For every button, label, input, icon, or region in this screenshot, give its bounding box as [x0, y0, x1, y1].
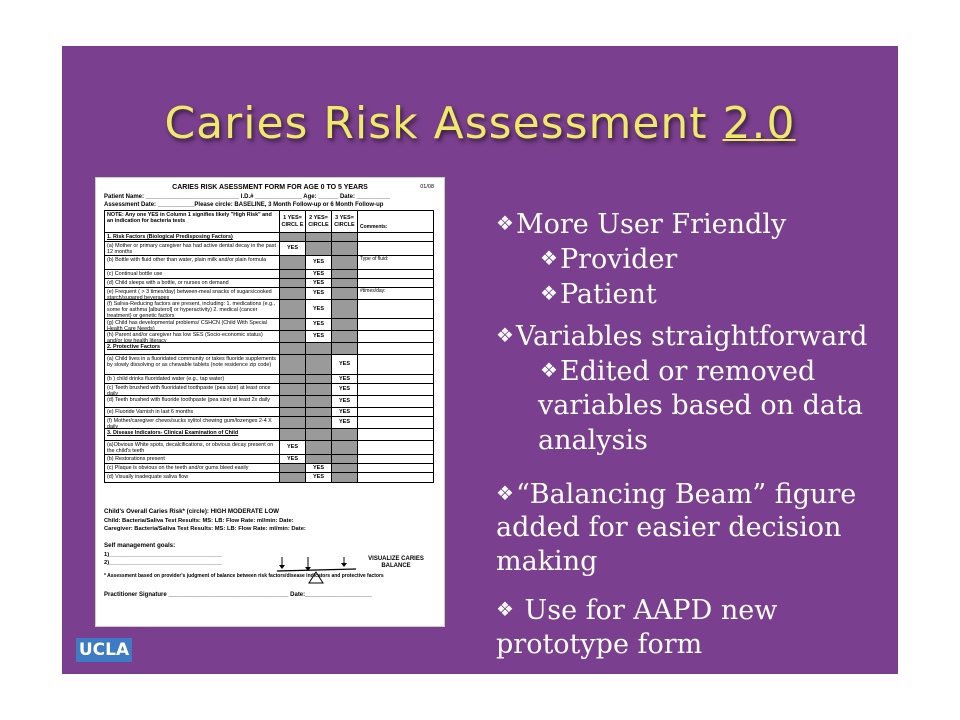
form-row — [105, 256, 433, 270]
form-cell-comment — [358, 233, 433, 241]
form-cell-col1 — [280, 300, 306, 318]
form-cell-col1 — [280, 384, 306, 395]
bullet-item — [496, 592, 777, 628]
form-cell-col1 — [280, 408, 306, 416]
form-cell-comment — [358, 355, 433, 374]
form-cell-col3 — [332, 288, 358, 299]
bullet-item — [538, 388, 863, 423]
form-section-heading: 2. Protective Factors — [105, 343, 280, 354]
form-row — [105, 408, 433, 417]
form-row-label: (f) Mother/caregiver chews/sucks xylitol chewing gum/lozenges 2-4 X daily — [105, 417, 280, 428]
form-cell-col1: YES — [280, 441, 306, 454]
form-cell-col3: YES — [332, 355, 358, 374]
diamond-bullet-icon: ❖ — [540, 246, 558, 270]
bullet-text: added for easier decision — [496, 512, 842, 543]
form-cell-col2 — [306, 396, 332, 407]
form-cell-col2: YES — [306, 279, 332, 287]
form-cell-col2: YES — [306, 464, 332, 472]
bullet-item — [496, 318, 867, 354]
bullet-item — [496, 206, 786, 242]
diamond-bullet-icon: ❖ — [496, 481, 514, 505]
form-row-label: (c) Teeth brushed with fluoridated toothpaste (pea size) at least once daily — [105, 384, 280, 395]
form-row — [105, 300, 433, 319]
form-cell-col2 — [306, 455, 332, 463]
form-goal-1: 1)___________________________________ — [104, 552, 222, 558]
form-row-label: (d) Visually inadequate saliva flow — [105, 473, 280, 482]
form-row — [105, 441, 433, 455]
form-signature-line: Practitioner Signature ____________________________________ Date:____________________ — [104, 592, 372, 598]
form-row — [105, 331, 433, 343]
form-goals-label: Self management goals: — [104, 542, 176, 549]
form-cell-comment — [358, 242, 433, 255]
form-row-label: (c) Continual bottle use — [105, 270, 280, 278]
form-cell-col2 — [306, 355, 332, 374]
form-cell-col3 — [332, 331, 358, 342]
form-cell-col2 — [306, 417, 332, 428]
form-row-label: (h) Parent and/or caregiver has low SES (Socio-economic status) and/or low health literacy — [105, 331, 280, 342]
form-cell-col1 — [280, 331, 306, 342]
form-cell-comment — [358, 473, 433, 482]
form-row — [105, 455, 433, 464]
form-header-col1: 1 YES= CIRCL E — [280, 211, 306, 232]
form-cell-col2 — [306, 384, 332, 395]
form-row-label: (a)Obvious White spots, decalcifications, or obvious decay present on the child's teeth — [105, 441, 280, 454]
form-row-label: (e) Fluoride Varnish in last 6 months — [105, 408, 280, 416]
form-cell-comment — [358, 464, 433, 472]
diamond-bullet-icon: ❖ — [540, 358, 558, 382]
form-row-label: (d) Teeth brushed with fluoride toothpaste (pea size) at least 2x daily — [105, 396, 280, 407]
slide-title-version: 2.0 — [722, 98, 796, 149]
form-goal-2: 2)___________________________________ — [104, 560, 222, 566]
form-row — [105, 473, 433, 482]
form-row — [105, 270, 433, 279]
form-cell-col3 — [332, 464, 358, 472]
form-cell-col3: YES — [332, 417, 358, 428]
form-cell-col2 — [306, 441, 332, 454]
form-cell-col1: YES — [280, 242, 306, 255]
form-section-heading: 3. Disease Indicators- Clinical Examination of Child — [105, 429, 280, 440]
form-cell-col2: YES — [306, 473, 332, 482]
bullet-item — [496, 627, 702, 662]
form-section-row — [105, 233, 433, 242]
form-cell-comment — [358, 331, 433, 342]
bullet-text: Variables straightforward — [515, 321, 868, 352]
form-row-label: (b ) child drinks fluoridated water (e.g., tap water) — [105, 375, 280, 383]
form-row — [105, 319, 433, 331]
form-cell-col2: YES — [306, 270, 332, 278]
form-cell-col3: YES — [332, 375, 358, 383]
bullet-item — [540, 353, 815, 389]
form-cell-col3 — [332, 300, 358, 318]
form-child-tests: Child: Bacteria/Saliva Test Results: MS: LB: Flow Rate: ml/min: Date: — [104, 518, 294, 524]
form-cell-col1: YES — [280, 455, 306, 463]
bullet-text: analysis — [538, 425, 648, 456]
form-cell-col3 — [332, 279, 358, 287]
form-cell-comment — [358, 270, 433, 278]
form-title: CARIES RISK ASESSMENT FORM FOR AGE 0 TO 5 YEARS — [172, 184, 368, 191]
form-row — [105, 288, 433, 300]
form-cell-col1 — [280, 279, 306, 287]
form-cell-col2 — [306, 408, 332, 416]
form-cell-comment — [358, 279, 433, 287]
form-cell-col3 — [332, 455, 358, 463]
form-row-label: (e) Frequent ( > 3 times/day) between-meal snacks of sugars/cooked starch/sugared beverages — [105, 288, 280, 299]
form-patient-line: Patient Name: ____________________________ I.D.# ______________ Age: ______ Date: __________ — [104, 194, 391, 200]
form-header-col3: 3 YES= CIRCLE — [332, 211, 358, 232]
form-cell-comment — [358, 343, 433, 354]
diamond-bullet-icon: ❖ — [496, 211, 514, 235]
form-table — [104, 210, 434, 483]
form-row — [105, 279, 433, 288]
form-row-label: (a) Child lives in a fluoridated community or takes fluoride supplements by slowly dissolving or as chewable tablets (note residence zip code) — [105, 355, 280, 374]
diamond-bullet-icon: ❖ — [496, 597, 514, 621]
form-caregiver-tests: Caregiver: Bacteria/Saliva Test Results: MS: LB: Flow Rate: ml/min: Date: — [104, 526, 306, 532]
slide-title-main: Caries Risk Assessment — [164, 98, 723, 149]
form-row-label: (g) Child has developmental problems/ CSHCN (Child With Special Health Care Needs) — [105, 319, 280, 330]
form-cell-comment — [358, 319, 433, 330]
bullet-text: variables based on data — [538, 390, 863, 421]
form-row-label: (a) Mother or primary caregiver has had active dental decay in the past 12 months — [105, 242, 280, 255]
form-cell-col1 — [280, 343, 306, 354]
form-cell-comment — [358, 408, 433, 416]
form-row-label: (c) Plaque is obvious on the teeth and/or gums bleed easily — [105, 464, 280, 472]
bullet-item — [540, 276, 657, 312]
form-row — [105, 242, 433, 256]
form-cell-col1 — [280, 417, 306, 428]
form-row-label: (b) Restorations present — [105, 455, 280, 463]
form-cell-col2 — [306, 242, 332, 255]
form-cell-col3 — [332, 256, 358, 269]
form-assessment-line: Assessment Date: ___________Please circle: BASELINE, 3 Month Follow-up or 6 Month Follow-up — [104, 202, 384, 208]
form-row — [105, 355, 433, 375]
form-cell-comment — [358, 375, 433, 383]
form-row — [105, 375, 433, 384]
form-overall-risk: Child's Overall Caries Risk* (circle): HIGH MODERATE LOW — [104, 508, 279, 515]
form-cell-col1 — [280, 473, 306, 482]
form-cell-col1 — [280, 270, 306, 278]
bullet-item — [538, 423, 648, 458]
form-row-label: (f) Saliva-Reducing factors are present, including: 1. medications (e.g., some for asthma [albuterol] or hyperactivity) 2. medical (cancer treatment) or genetic factors — [105, 300, 280, 318]
form-cell-col1 — [280, 464, 306, 472]
form-cell-col1 — [280, 429, 306, 440]
form-cell-col3 — [332, 270, 358, 278]
form-cell-col1 — [280, 355, 306, 374]
diamond-bullet-icon: ❖ — [496, 323, 514, 347]
form-cell-comment: Type of fluid: — [360, 256, 389, 262]
ucla-logo: UCLA — [76, 638, 132, 662]
form-header-comments: Comments: — [360, 224, 388, 231]
form-cell-col3: YES — [332, 384, 358, 395]
bullet-text: Provider — [559, 244, 678, 275]
form-cell-comment — [358, 300, 433, 318]
form-row — [105, 384, 433, 396]
form-cell-col3 — [332, 233, 358, 241]
form-visualize-label: VISUALIZE CARIES BALANCE — [368, 556, 424, 569]
bullet-text: More User Friendly — [515, 209, 787, 240]
bullet-text: Patient — [559, 279, 657, 310]
form-cell-col3: YES — [332, 396, 358, 407]
form-cell-col2 — [306, 233, 332, 241]
bullet-item — [496, 544, 597, 579]
form-table-header — [105, 211, 433, 233]
form-cell-col3: YES — [332, 408, 358, 416]
form-cell-col3 — [332, 343, 358, 354]
form-row — [105, 464, 433, 473]
form-cell-col1 — [280, 319, 306, 330]
form-date-code: 01/08 — [420, 184, 434, 190]
form-cell-col1 — [280, 256, 306, 269]
form-header-col2: 2 YES= CIRCLE — [306, 211, 332, 232]
form-row-label: (b) Bottle with fluid other than water, plain milk and/or plain formula — [105, 256, 280, 269]
form-cell-comment — [358, 441, 433, 454]
form-cell-col1 — [280, 233, 306, 241]
form-cell-comment — [358, 429, 433, 440]
form-header-note: NOTE: Any one YES in Column 1 signifies likely "High Risk" and an indication for bacteria tests — [105, 211, 280, 232]
form-cell-col3 — [332, 429, 358, 440]
form-cell-col2 — [306, 375, 332, 383]
form-cell-col2 — [306, 343, 332, 354]
diamond-bullet-icon: ❖ — [540, 281, 558, 305]
form-cell-col2: YES — [306, 256, 332, 269]
form-section-heading: 1. Risk Factors (Biological Predisposing Factors) — [105, 233, 280, 241]
form-cell-comment: #times/day: — [360, 288, 386, 294]
slide-background — [62, 46, 898, 674]
form-row — [105, 417, 433, 429]
form-cell-col2: YES — [306, 288, 332, 299]
slide-title — [62, 98, 898, 149]
form-cell-col3 — [332, 242, 358, 255]
form-cell-col1 — [280, 396, 306, 407]
form-cell-comment — [358, 396, 433, 407]
form-cell-comment — [358, 384, 433, 395]
bullet-text: “Balancing Beam” figure — [515, 479, 857, 510]
form-cell-col1 — [280, 375, 306, 383]
form-cell-col1 — [280, 288, 306, 299]
form-section-row — [105, 429, 433, 441]
form-row-label: (d) Child sleeps with a bottle, or nurses on demand — [105, 279, 280, 287]
form-cell-col3 — [332, 441, 358, 454]
bullet-item — [496, 476, 856, 512]
bullet-item — [540, 241, 677, 277]
form-cell-col2: YES — [306, 300, 332, 318]
form-cell-col2: YES — [306, 331, 332, 342]
risk-assessment-form-image — [96, 178, 444, 626]
bullet-item — [496, 510, 841, 545]
form-cell-col3 — [332, 319, 358, 330]
bullet-text: Edited or removed — [559, 356, 816, 387]
form-cell-col3 — [332, 473, 358, 482]
form-cell-col2: YES — [306, 319, 332, 330]
bullet-text: Use for AAPD new — [515, 595, 778, 626]
form-cell-comment — [358, 417, 433, 428]
form-cell-comment — [358, 455, 433, 463]
form-section-row — [105, 343, 433, 355]
form-footnote: * Assessment based on provider's judgment of balance between risk factors/disease indicators and protective factors — [104, 573, 384, 579]
bullet-text: making — [496, 546, 598, 577]
form-row — [105, 396, 433, 408]
bullet-text: prototype form — [496, 629, 703, 660]
form-cell-col2 — [306, 429, 332, 440]
